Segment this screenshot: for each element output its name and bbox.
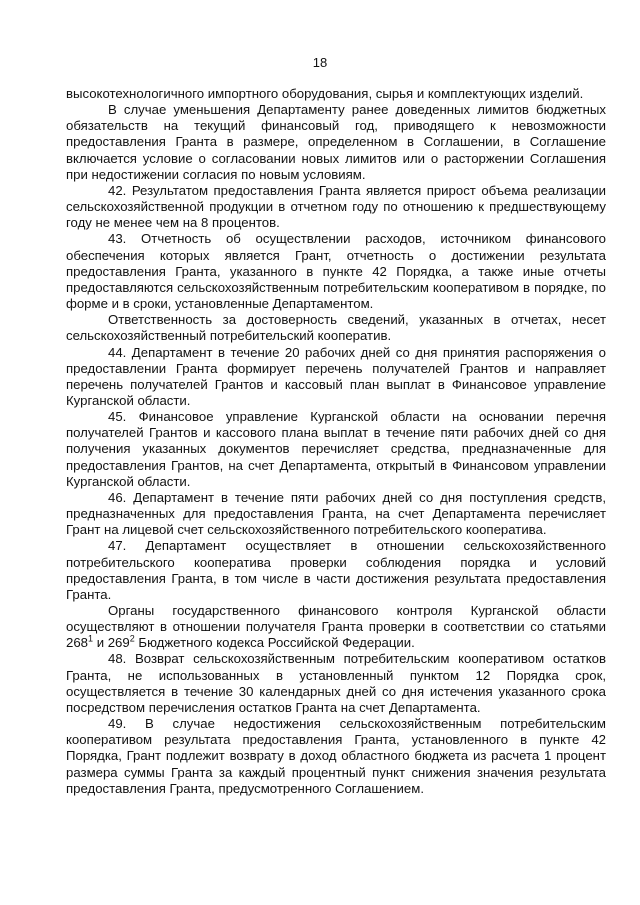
paragraph-49: 49. В случае недостижения сельскохозяйственным потребительским кооперативом результата предоставления Гранта, установленного в пункте 42 Порядка, Грант подлежит возврату в доход областного бюджета из расчета 1 процент размера суммы Гранта за каждый процентный пункт снижения значения результата предоставления Гранта, предусмотренного Соглашением. [66,716,606,796]
article-268-superscript: 1 [88,633,94,644]
paragraph-42: 42. Результатом предоставления Гранта является прирост объема реализации сельскохозяйственной продукции в отчетном году по отношению к предшествующему году не менее чем на 8 процентов. [66,182,606,231]
paragraph-43: 43. Отчетность об осуществлении расходов, источником финансового обеспечения которых является Грант, отчетность о достижении результата предоставления Гранта, указанного в пункте 42 Порядка, а также иные отчеты предоставляются сельскохозяйственным потребительским кооперативом в порядке, по форме и в сроки, установленные Департаментом. [66,231,606,312]
paragraph-45: 45. Финансовое управление Курганской области на основании перечня получателей Грантов и кассового плана выплат в течение пяти рабочих дней со дня получения указанных документов перечисляет средства, предназначенные для предоставления Грантов, на счет Департамента, открытый в Финансовом управлении Курганской области. [66,409,606,489]
document-body [66,86,606,797]
paragraph-44: 44. Департамент в течение 20 рабочих дней со дня принятия распоряжения о предоставлении Гранта формирует перечень получателей Грантов и направляет перечень получателей Грантов и кассовый план выплат в Финансовое управление Курганской области. [66,344,606,408]
paragraph-financial-control-mid: и 269 [93,635,130,651]
paragraph-continuation: высокотехнологичного импортного оборудования, сырья и комплектующих изделий. [66,86,584,101]
article-269-superscript: 2 [129,633,135,644]
paragraph-financial-control [66,603,606,651]
paragraph-financial-control-text: Органы государственного финансового контроля Курганской области осуществляют в отношении получателя Гранта проверки в соответствии со статьями 268 [66,603,606,651]
paragraph-46: 46. Департамент в течение пяти рабочих дней со дня поступления средств, предназначенных для предоставления Гранта, на счет Департамента перечисляет Грант на лицевой счет сельскохозяйственного потребительского кооператива. [66,489,606,538]
paragraph-48: 48. Возврат сельскохозяйственным потребительским кооперативом остатков Гранта, не использованных в установленный пунктом 12 Порядка срок, осуществляется в течение 30 календарных дней со дня истечения указанного срока посредством перечисления остатков Гранта на счет Департамента. [66,651,606,715]
paragraph-47: 47. Департамент осуществляет в отношении сельскохозяйственного потребительского кооператива проверки соблюдения порядка и условий предоставления Гранта, в том числе в части достижения результата предоставления Гранта. [66,538,606,602]
paragraph-limits-reduction: В случае уменьшения Департаменту ранее доведенных лимитов бюджетных обязательств на текущий финансовый год, приводящего к невозможности предоставления Гранта в размере, определенном в Соглашении, в Соглашение включается условие о согласовании новых лимитов или о расторжении Соглашения при недостижении согласия по новым условиям. [66,102,606,182]
page-number: 18 [312,55,328,70]
paragraph-responsibility: Ответственность за достоверность сведений, указанных в отчетах, несет сельскохозяйственный потребительский кооператив. [66,312,606,344]
paragraph-financial-control-tail: Бюджетного кодекса Российской Федерации. [134,635,415,651]
